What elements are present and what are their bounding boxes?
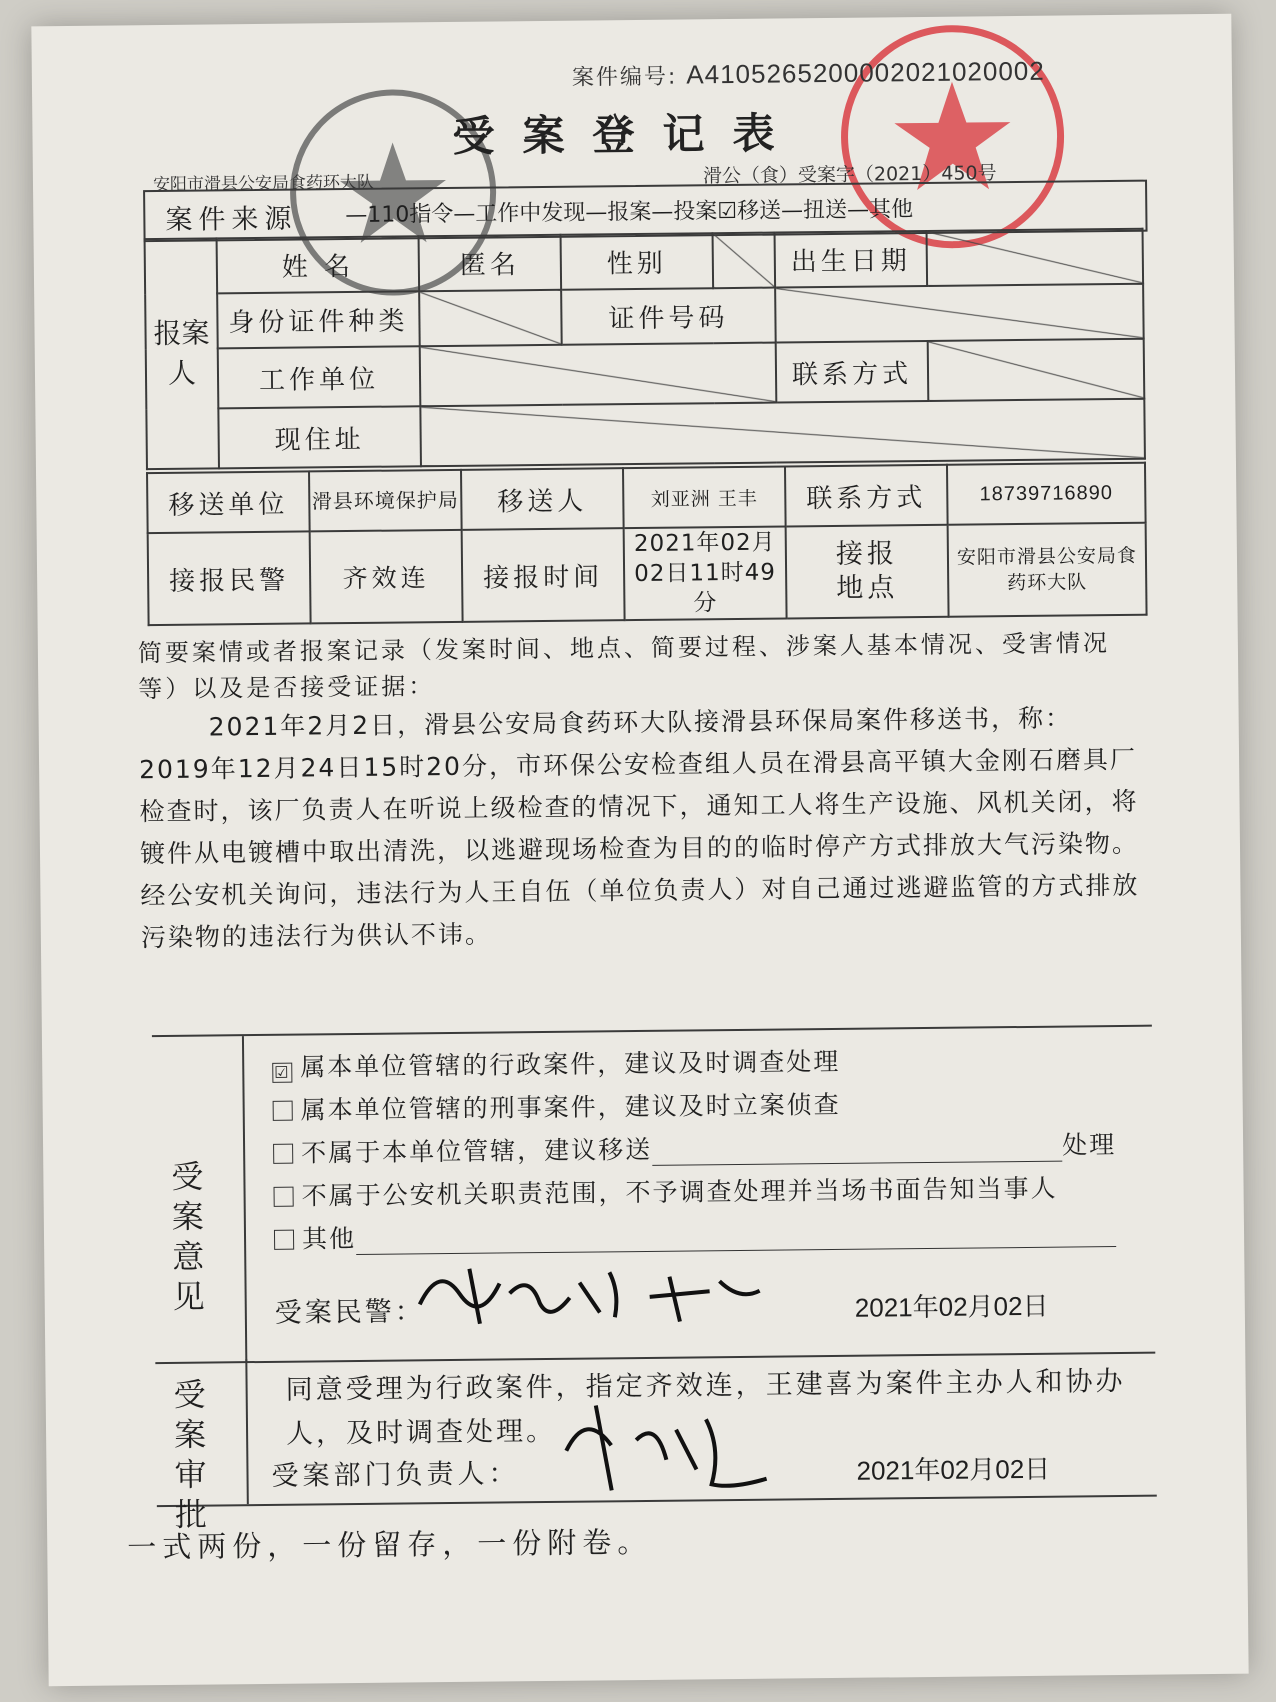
opinion-side [152,1036,247,1362]
opinion-option-5 [274,1211,1116,1256]
reporter-contact-label: 联系方式 [776,341,929,403]
case-number [572,56,1045,92]
checkbox-checked: ☑ [274,1062,291,1082]
receive-time-value: 2021年02月02日11时49分 [624,526,787,620]
opinion-option-3-blank [652,1137,1062,1166]
transfer-unit-label: 移送单位 [147,471,310,533]
transfer-person-label: 移送人 [461,468,624,530]
receive-officer-value: 齐效连 [310,530,463,624]
opinion-option-3 [273,1125,1116,1170]
transfer-contact-label: 联系方式 [785,465,948,527]
opinion-option-4 [273,1169,1057,1213]
accepting-officer-label: 受案民警： [274,1296,425,1329]
receive-place-label: 接报地点 [786,525,949,619]
reporter-side-label: 报案人 [145,238,219,469]
opinion-side-label: 受案意见 [171,1157,205,1316]
case-source-label: 案件来源 [165,203,298,236]
id-number-label: 证件号码 [561,288,776,345]
transfer-unit-value: 滑县环境保护局 [309,470,462,532]
transfer-table [146,462,1148,626]
address-label: 现住址 [218,406,421,468]
footer-note: 一式两份，一份留存，一份附卷。 [127,1524,653,1565]
work-unit-value-empty [420,343,777,407]
id-type-value-empty [419,290,562,346]
checkbox-unchecked [273,1101,293,1121]
id-type-label: 身份证件种类 [217,291,420,348]
unit-name: 安阳市滑县公安局食药环大队 [152,172,375,196]
case-number-label: 案件编号: [571,64,678,91]
opinion-option-1 [272,1042,840,1084]
name-label: 姓 名 [217,236,420,293]
checkbox-unchecked [274,1187,294,1207]
opinion-option-2 [273,1085,841,1127]
case-number-value: A4105265200002021020002 [686,55,1045,90]
case-opinion-section [152,1025,1155,1364]
anonymous-value: 匿名 [419,235,562,291]
document-number: 滑公（食）受案字（2021）450号 [702,162,997,188]
department-head-label: 受案部门负责人： [271,1458,520,1492]
narrative-body: 2021年2月2日，滑县公安局食药环大队接滑县环保局案件移送书，称：2019年12月24日15时20分，市环保公安检查组人员在滑县高平镇大金刚石磨具厂检查时，该厂负责人在听说上级检查的情况下，通知工人将生产设施、风机关闭，将镀件从电镀槽中取出清洗，以逃避现场检查为目的的临时停产方式排放大气污染物。经公安机关询问，违法行为人王自伍（单位负责人）对自己通过逃避监管的方式排放污染物的违法行为供认不讳。 [138,703,1140,953]
receive-time-label: 接报时间 [462,528,625,622]
approval-date: 2021年02月02日 [856,1453,1051,1486]
reporter-table [144,228,1146,470]
opinion-option-3-text: 不属于本单位管辖，建议移送 [301,1134,653,1168]
officer-signature [409,1251,770,1335]
gender-value-empty [713,233,776,289]
receive-place-value: 安阳市滑县公安局食药环大队 [948,523,1147,617]
birth-label: 出生日期 [775,231,928,288]
reporter-contact-value-empty [928,339,1145,401]
approval-side [155,1359,249,1534]
case-approval-section [155,1350,1156,1534]
opinion-date: 2021年02月02日 [854,1290,1049,1323]
transfer-contact-value: 18739716890 [947,463,1146,525]
opinion-option-5-text: 其他 [301,1223,357,1254]
id-number-value-empty [775,284,1144,343]
transfer-person-value: 刘亚洲 王丰 [623,466,786,528]
approval-side-label: 受案审批 [173,1375,208,1534]
opinion-option-3-tail: 处理 [1061,1130,1117,1160]
opinion-option-2-text: 属本单位管辖的刑事案件，建议及时立案侦查 [300,1089,841,1125]
birth-value-empty [927,229,1144,286]
department-head-signature [556,1389,777,1501]
checkbox-unchecked [273,1144,293,1164]
opinion-option-1-text: 属本单位管辖的行政案件，建议及时调查处理 [300,1046,841,1082]
page-title: 受案登记表 [452,108,803,161]
case-source-options: —110指令—工作中发现—报案—投案☑移送—扭送—其他 [345,197,914,229]
document-paper [31,14,1248,1686]
opinion-option-4-text: 不属于公安机关职责范围，不予调查处理并当场书面告知当事人 [301,1173,1058,1211]
checkbox-unchecked [274,1230,294,1250]
receive-officer-label: 接报民警 [148,531,311,625]
address-value-empty [420,399,1145,467]
gender-label: 性别 [561,233,714,290]
narrative-label: 简要案情或者报案记录（发案时间、地点、简要过程、涉案人基本情况、受害情况等）以及是否接受证据： [137,629,1111,704]
approval-text: 同意受理为行政案件，指定齐效连，王建喜为案件主办人和协办人，及时调查处理。 [285,1365,1126,1450]
work-unit-label: 工作单位 [218,346,421,408]
